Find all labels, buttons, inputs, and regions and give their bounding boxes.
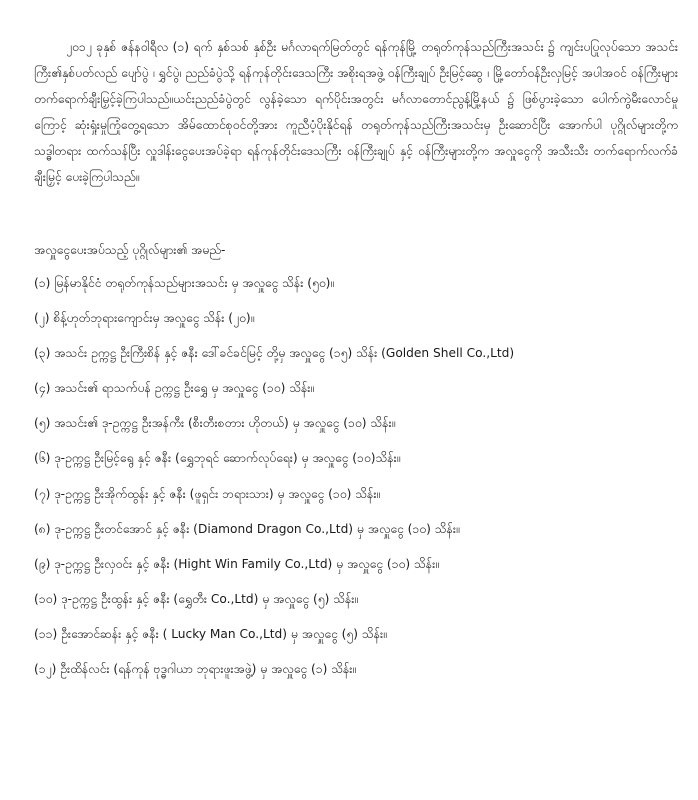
donor-list: [34, 270, 678, 682]
donor-item: (၁) မြန်မာနိုင်ငံ တရုတ်ကုန်သည်များအသင်း မှ အလှူငွေ သိန်း (၅၀)။: [34, 276, 335, 290]
donor-item: (၅) အသင်း၏ ဒု-ဥက္ကဋ္ဌ ဦးအန်ကီး (စီးတီးစတား ဟိုတယ်) မှ အလှူငွေ (၁၀) သိန်း။: [34, 416, 396, 431]
body-paragraph: ၂၀၁၂ ခုနှစ် ဇန်နဝါရီလ (၁) ရက် နှစ်သစ် နှစ်ဦး မင်္ဂလာရက်မြတ်တွင် ရန်ကုန်မြို့ တရုတ်ကုန်သည်ကြီးအသင်း ၌ ကျင်းပပြုလုပ်သော အသင်းကြီး၏နှစ်ပတ်လည် ပျော်ပွဲ ၊ ရွှင်ပွဲ၊ ညည်ခံပွဲသို့ ရန်ကုန်တိုင်းဒေသကြီး အစိုးရအဖွဲ့ ဝန်ကြီးချုပ် ဦးမြင့်ဆွေ ၊ မြို့တော်ဝန်ဦးလှမြင့် အပါအဝင် ဝန်ကြီးများတက်ရောက်ချီးမြှင့်ခဲ့ကြပါသည်။ယင်းညည်ခံပွဲတွင် လွန်ခဲ့သော ရက်ပိုင်းအတွင်း မင်္ဂလာတောင်ညွန့်မြို့နယ် ၌ ဖြစ်ပွားခဲ့သော ပေါက်ကွဲမီးလောင်မှုကြောင့် ဆုံးရှုံးမှုကြုံတွေ့ရသော အိမ်ထောင်စုဝင်တို့အား ကူညီပံ့ပိုးနိုင်ရန် တရုတ်ကုန်သည်ကြီးအသင်းမှ ဦးဆောင်ပြီး အောက်ပါ ပုဂ္ဂိုလ်များတို့က သဒ္ဓါတရား ထက်သန်ပြီး လှူဒါန်းငွေပေးအပ်ခဲ့ရာ ရန်ကုန်တိုင်းဒေသကြီး ဝန်ကြီးချုပ် နှင့် ဝန်ကြီးများတို့က အလှူငွေကို အသီးသီး တက်ရောက်လက်ခံချီးမြှင့် ပေးခဲ့ကြပါသည်။: [34, 40, 678, 184]
donor-list-title: အလှူငွေပေးအပ်သည့် ပုဂ္ဂိုလ်များ၏ အမည်-: [34, 243, 226, 257]
donor-item: (၇) ဒု-ဥက္ကဋ္ဌ ဦးအိုက်ထွန်း နှင့် ဇနီး (ဖူရှင်း ဘရားသား) မှ အလှူငွေ (၁၀) သိန်း။: [34, 486, 381, 501]
donor-item: (၁၂) ဦးထိန်လင်း (ရန်ကုန် ဗုဒ္ဓဂါယာ ဘုရားဖူးအဖွဲ့) မှ အလှူငွေ (၁) သိန်း။: [34, 662, 357, 677]
donor-item: (၉) ဒု-ဥက္ကဋ္ဌ ဦးလှဝင်း နှင့် ဇနီး (Hight Win Family Co.,Ltd) မှ အလှူငွေ (၁၀) သိန်း။: [34, 556, 439, 571]
donor-item: (၈) ဒု-ဥက္ကဋ္ဌ ဦးတင်အောင် နှင့် ဇနီး (Diamond Dragon Co.,Ltd) မှ အလှူငွေ (၁၀) သိန်း။: [34, 521, 460, 536]
donor-item: (၁၀) ဒု-ဥက္ကဋ္ဌ ဦးထွန်း နှင့် ဇနီး (ရွှေတီး Co.,Ltd) မှ အလှူငွေ (၅) သိန်း။: [34, 591, 359, 606]
donor-item: (၄) အသင်း၏ ရာသက်ပန် ဥက္ကဋ္ဌ ဦးရွှေ မှ အလှူငွေ (၁၀) သိန်း။: [34, 381, 315, 396]
donor-item: (၃) အသင်း ဥက္ကဋ္ဌ ဦးကြီးစိန် နှင့် ဇနီး ဒေါ်ခင်ခင်မြင့် တို့မှ အလှူငွေ (၁၅) သိန်း (Golden Shell Co.,Ltd): [34, 346, 515, 361]
donor-item: (၆) ဒု-ဥက္ကဋ္ဌ ဦးမြင့်ရွေ နှင့် ဇနီး (ရွှေဘုရင် ဆောက်လုပ်ရေး) မှ အလှူငွေ (၁၀)သိန်း။: [34, 451, 401, 466]
donor-item: (၂) စိန့်ဟုတ်ဘုရားကျောင်းမှ အလှူငွေ သိန်း (၂၀)။: [34, 311, 255, 326]
donor-item: (၁၁) ဦးအောင်ဆန်း နှင့် ဇနီး ( Lucky Man Co.,Ltd) မှ အလှူငွေ (၅) သိန်း။: [34, 626, 387, 641]
